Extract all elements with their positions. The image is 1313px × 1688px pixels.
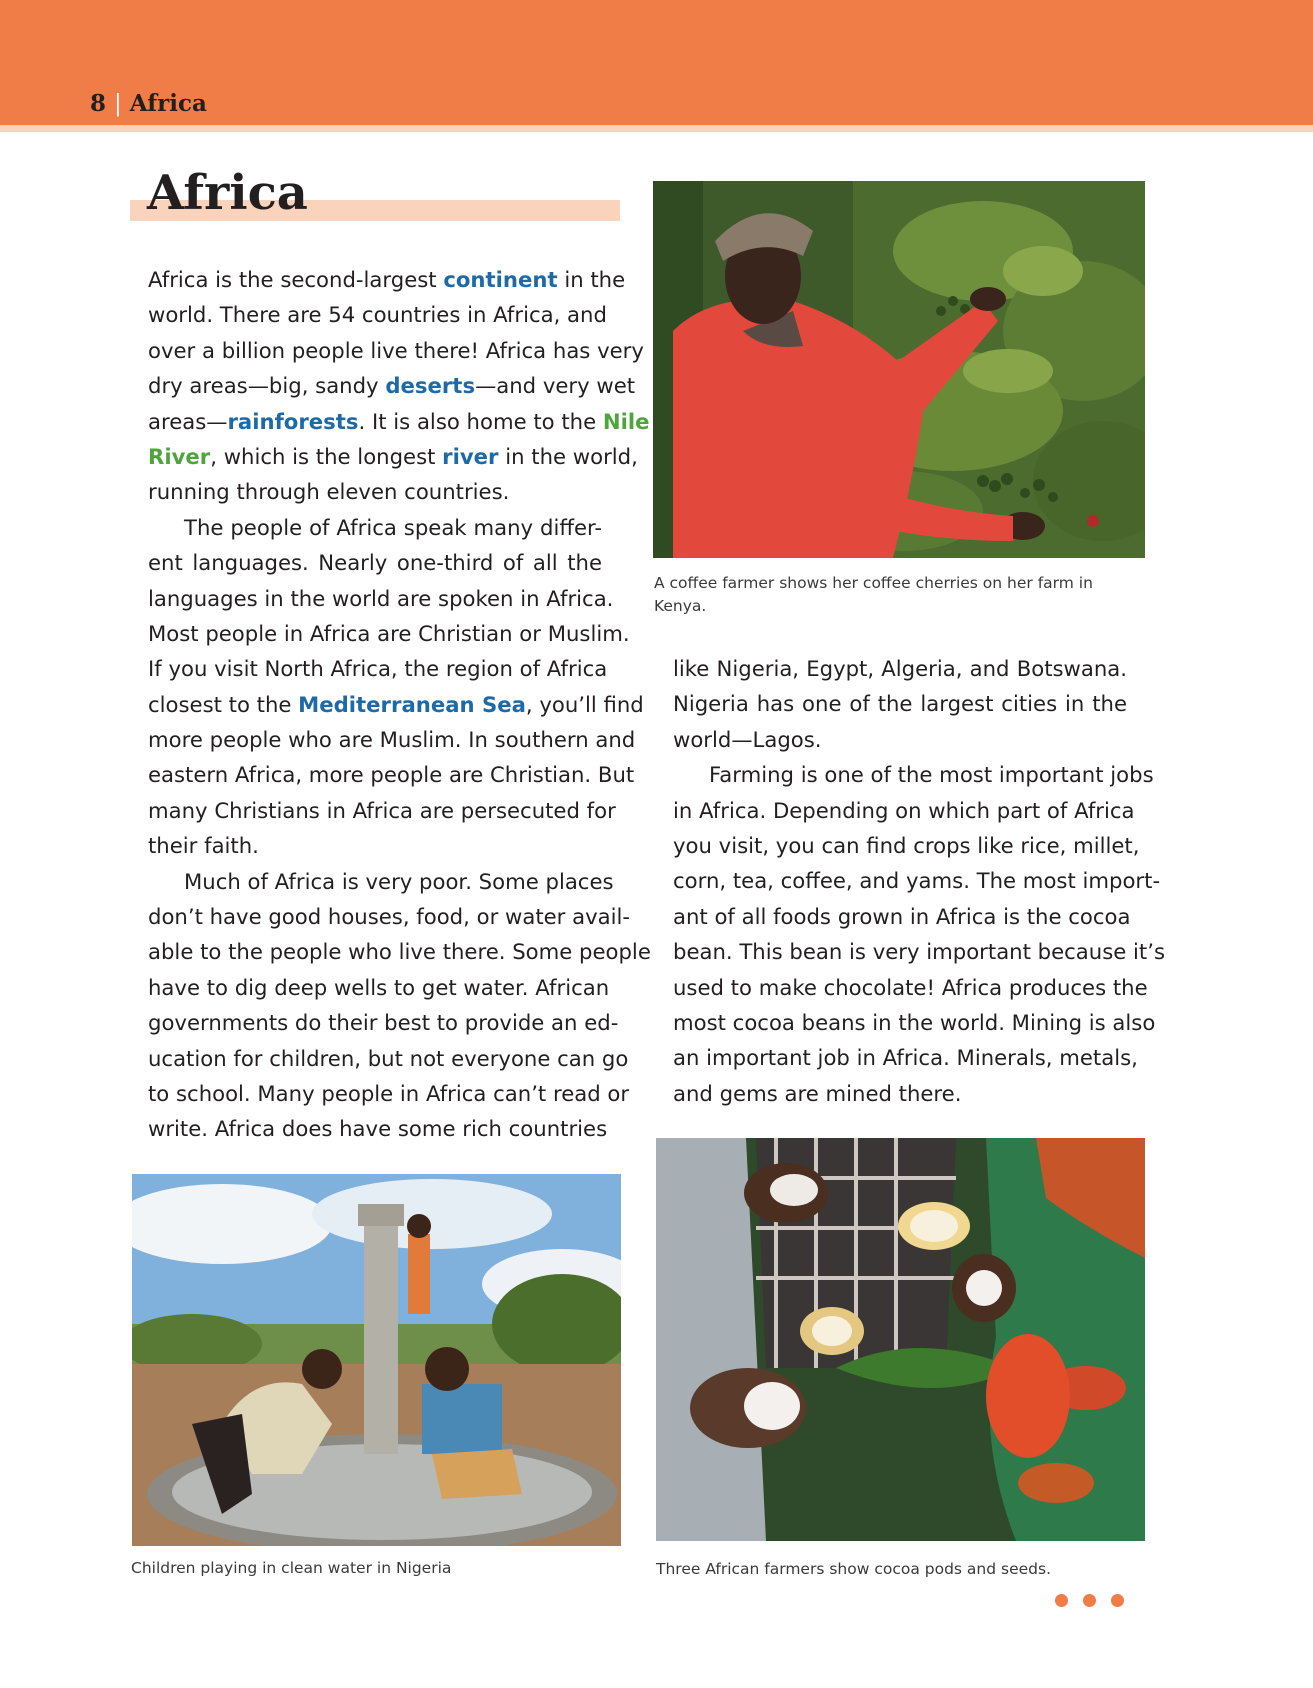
- text-run: don’t have good houses, food, or water avail-: [148, 904, 631, 930]
- text-line: [673, 1005, 1156, 1040]
- text-run: ant of all foods grown in Africa is the cocoa: [673, 903, 1131, 929]
- text-run: languages in the world are spoken in Africa.: [148, 585, 614, 611]
- text-run: , which is the longest: [210, 443, 443, 469]
- text-line: [148, 828, 602, 863]
- glossary-term: continent: [443, 267, 558, 292]
- text-line: [673, 863, 1161, 898]
- text-run: write. Africa does have some rich countries: [148, 1116, 608, 1142]
- text-run: in the world,: [498, 443, 638, 469]
- text-run: . It is also home to the: [358, 408, 603, 434]
- text-run: you visit, you can find crops like rice, millet,: [673, 832, 1140, 858]
- text-line: [148, 616, 630, 651]
- coffee-photo-caption: A coffee farmer shows her coffee cherries on her farm in Kenya.: [654, 574, 1093, 615]
- text-run: eastern Africa, more people are Christian. But: [148, 762, 635, 788]
- text-run: If you visit North Africa, the region of Africa: [148, 656, 608, 682]
- header-separator: |: [114, 91, 122, 117]
- text-run: an important job in Africa. Minerals, metals,: [673, 1045, 1138, 1071]
- text-run: Nigeria has one of the largest cities in the: [673, 691, 1127, 717]
- text-line: [673, 934, 1165, 969]
- glossary-term: river: [442, 443, 499, 469]
- text-run: more people who are Muslim. In southern and: [148, 727, 636, 753]
- text-line: [148, 864, 614, 899]
- text-run: most cocoa beans in the world. Mining is also: [673, 1009, 1156, 1035]
- text-line: [148, 793, 616, 828]
- text-line: [148, 651, 608, 686]
- text-line: [673, 828, 1140, 863]
- text-run: corn, tea, coffee, and yams. The most import-: [673, 868, 1161, 894]
- text-run: in the: [557, 267, 626, 292]
- text-run: dry areas—big, sandy: [148, 373, 386, 399]
- text-run: in Africa. Depending on which part of Africa: [673, 797, 1135, 823]
- text-line: [148, 333, 644, 368]
- text-line: [148, 1111, 608, 1146]
- text-line: [148, 581, 614, 616]
- text-line: [148, 262, 626, 297]
- text-line: [148, 545, 602, 580]
- text-run: to school. Many people in Africa can’t read or: [148, 1080, 630, 1106]
- text-run: —and very wet: [475, 373, 636, 399]
- text-run: like Nigeria, Egypt, Algeria, and Botswana.: [673, 656, 1127, 681]
- glossary-term: rainforests: [227, 408, 359, 434]
- section-name: Africa: [129, 90, 207, 117]
- text-run: their faith.: [148, 833, 259, 859]
- text-line: [148, 899, 631, 934]
- text-run: able to the people who live there. Some people: [148, 939, 651, 965]
- text-line: [148, 510, 602, 545]
- text-line: [673, 686, 1127, 721]
- cocoa-photo-caption: Three African farmers show cocoa pods and seeds.: [656, 1560, 1052, 1578]
- text-line: [148, 1041, 629, 1076]
- text-line: [148, 474, 602, 509]
- children-water-photo: [132, 1174, 621, 1546]
- text-run: Farming is one of the most important jobs: [709, 762, 1154, 788]
- right-text-column: [673, 651, 1165, 1111]
- text-line: [148, 1005, 619, 1040]
- text-line: [673, 757, 1154, 792]
- text-line: [148, 368, 636, 403]
- text-line: [148, 297, 607, 332]
- coffee-farmer-photo: [653, 181, 1145, 558]
- text-run: many Christians in Africa are persecuted for: [148, 797, 616, 823]
- glossary-term: Mediterranean Sea: [298, 691, 526, 717]
- text-run: Most people in Africa are Christian or Muslim.: [148, 620, 630, 646]
- text-line: [673, 722, 1127, 757]
- water-photo-caption: Children playing in clean water in Nigeria: [131, 1559, 452, 1577]
- text-run: Africa is the second-largest: [148, 267, 444, 292]
- page-number: 8: [90, 90, 107, 117]
- text-run: used to make chocolate! Africa produces the: [673, 974, 1148, 1000]
- page-title: Africa: [147, 165, 308, 221]
- text-run: world—Lagos.: [673, 726, 822, 752]
- text-line: [148, 970, 610, 1005]
- decorative-dot: [1083, 1594, 1096, 1607]
- text-line: [673, 651, 1127, 686]
- glossary-term: River: [148, 443, 211, 469]
- text-run: , you’ll find: [525, 691, 644, 717]
- header-rule: [0, 125, 1313, 132]
- text-run: areas—: [148, 408, 228, 434]
- text-line: [148, 404, 650, 439]
- text-run: closest to the: [148, 691, 299, 717]
- left-text-column: [148, 262, 651, 1147]
- text-run: running through eleven countries.: [148, 479, 510, 505]
- text-line: [673, 793, 1135, 828]
- text-run: Much of Africa is very poor. Some places: [184, 868, 614, 894]
- text-line: [148, 722, 636, 757]
- page-end-dots: [1055, 1594, 1124, 1607]
- text-run: ent languages. Nearly one-third of all the: [148, 550, 602, 576]
- text-run: and gems are mined there.: [673, 1080, 962, 1106]
- glossary-term: Nile: [602, 408, 650, 434]
- glossary-term: deserts: [385, 373, 476, 399]
- text-run: The people of Africa speak many differ-: [184, 514, 602, 540]
- decorative-dot: [1111, 1594, 1124, 1607]
- text-line: [673, 1040, 1138, 1075]
- text-line: [673, 970, 1148, 1005]
- text-line: [673, 899, 1131, 934]
- text-run: ucation for children, but not everyone can go: [148, 1045, 629, 1071]
- text-line: [148, 757, 635, 792]
- text-line: [148, 687, 644, 722]
- text-line: [148, 1076, 630, 1111]
- text-line: [673, 1076, 1127, 1111]
- text-run: over a billion people live there! Africa has very: [148, 337, 644, 363]
- running-head: [90, 90, 207, 117]
- text-run: have to dig deep wells to get water. African: [148, 974, 610, 1000]
- text-run: world. There are 54 countries in Africa, and: [148, 302, 607, 328]
- text-line: [148, 934, 651, 969]
- decorative-dot: [1055, 1594, 1068, 1607]
- cocoa-farmers-photo: [656, 1138, 1145, 1541]
- text-line: [148, 439, 638, 474]
- text-run: governments do their best to provide an ed-: [148, 1010, 619, 1036]
- text-run: bean. This bean is very important because it’s: [673, 939, 1165, 965]
